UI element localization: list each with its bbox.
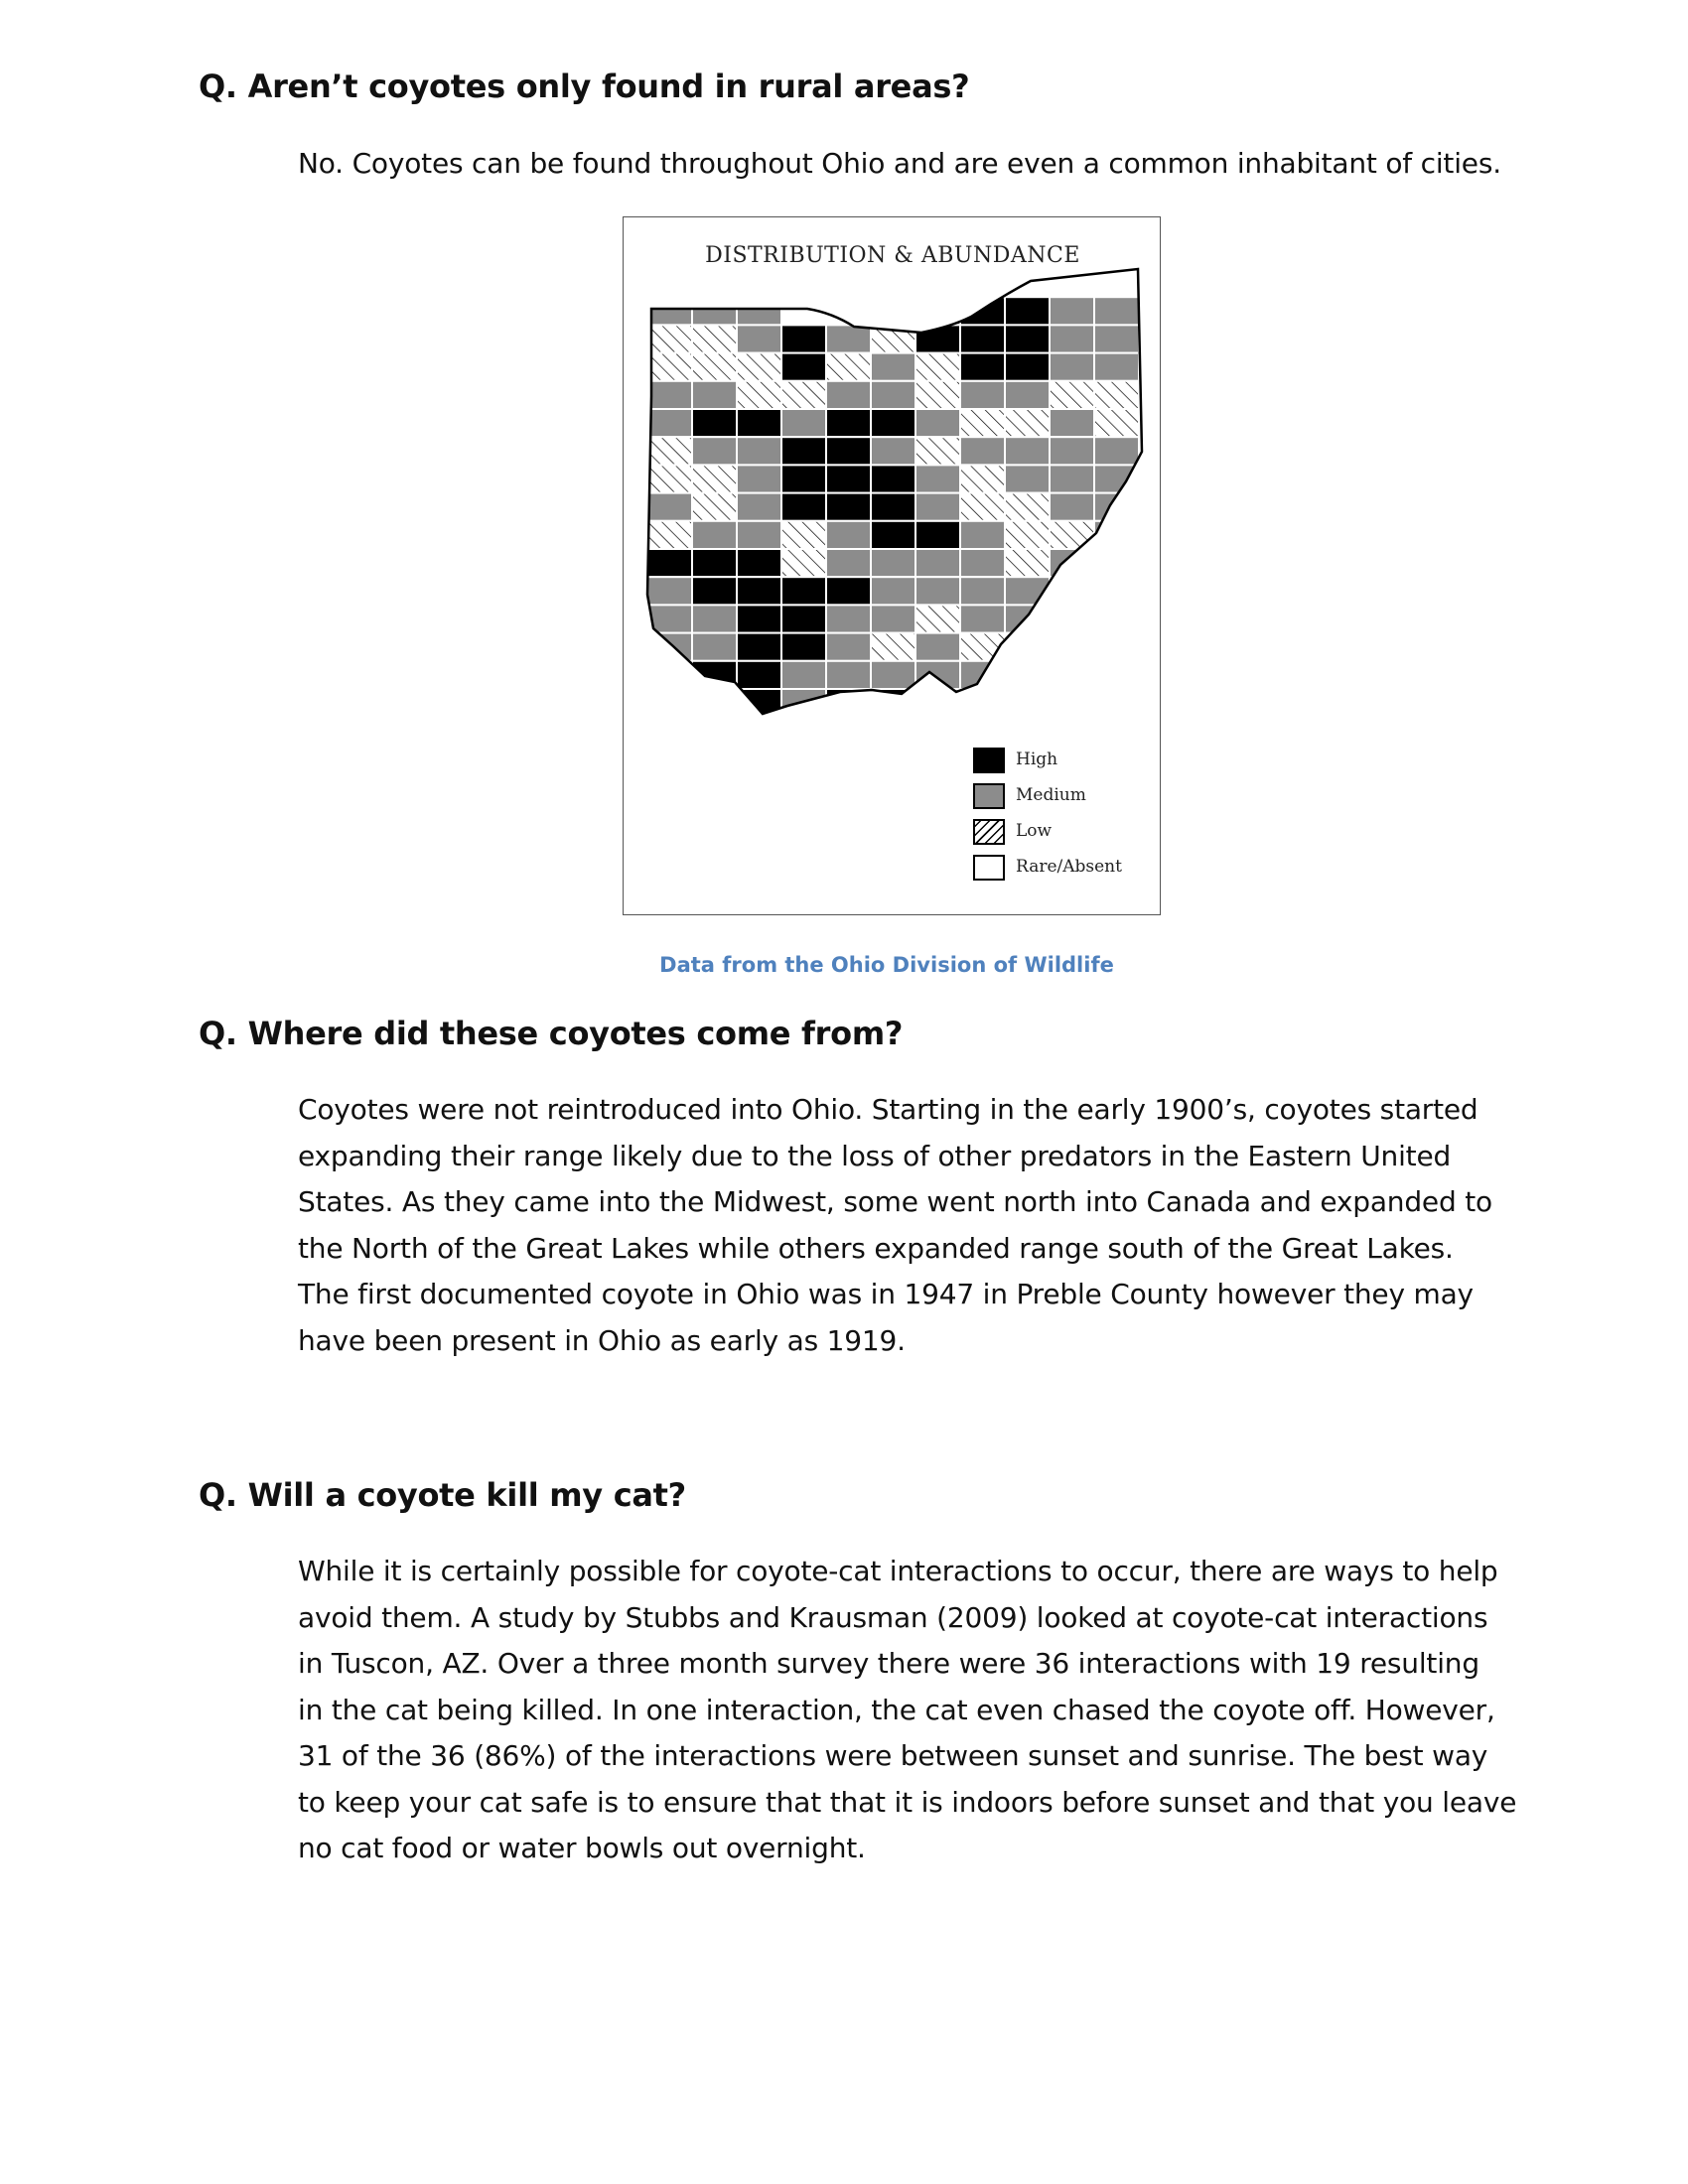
county-high [826,409,871,437]
county-medium [915,633,960,661]
county-high [1005,297,1050,325]
county-medium [826,521,871,549]
county-medium [826,633,871,661]
county-medium [692,633,737,661]
county-high [871,493,915,521]
county-medium [737,437,781,465]
county-medium [960,549,1005,577]
county-low [781,549,826,577]
county-medium [737,325,781,352]
county-high [781,353,826,381]
county-medium [692,605,737,632]
county-medium [1050,353,1094,381]
county-medium [871,549,915,577]
county-high [871,521,915,549]
county-medium [960,521,1005,549]
county-medium [647,409,692,437]
county-medium [871,297,915,325]
county-medium [915,661,960,689]
county-low [781,521,826,549]
answer-line: avoid them. A study by Stubbs and Krausman (2009) looked at coyote-cat interactions [298,1600,1488,1634]
answer-line: Coyotes were not reintroduced into Ohio. Starting in the early 1900’s, coyotes started [298,1093,1478,1126]
county-medium [1050,297,1094,325]
county-low [1050,521,1094,549]
county-medium [1005,605,1050,632]
answer-line: No. Coyotes can be found throughout Ohio and are even a common inhabitant of cities. [298,147,1501,180]
county-medium [871,577,915,605]
county-medium [647,493,692,521]
county-high [781,465,826,492]
county-medium [737,297,781,325]
answer-line: in the cat being killed. In one interaction, the cat even chased the coyote off. However, [298,1693,1495,1726]
county-high [871,409,915,437]
county-low [1005,633,1050,661]
county-medium [692,269,737,297]
county-medium [960,577,1005,605]
county-medium [647,381,692,409]
county-high [1094,549,1139,577]
county-high [781,437,826,465]
answer-line: in Tuscon, AZ. Over a three month survey there were 36 interactions with 19 resulting [298,1647,1479,1680]
legend-swatch-medium [973,783,1005,809]
legend-label: Rare/Absent [1016,857,1122,877]
county-low [781,381,826,409]
county-low [915,605,960,632]
answer-line: expanding their range likely due to the loss of other predators in the Eastern United [298,1139,1452,1172]
county-high [1005,353,1050,381]
county-low [692,353,737,381]
county-low [1050,381,1094,409]
county-medium [826,325,871,352]
answer-line: States. As they came into the Midwest, some went north into Canada and expanded to [298,1185,1492,1218]
county-medium [1094,297,1139,325]
county-medium [826,381,871,409]
county-high [781,633,826,661]
county-low [1005,493,1050,521]
county-high [871,465,915,492]
county-high [692,549,737,577]
county-high [737,409,781,437]
county-medium [871,605,915,632]
county-medium [692,297,737,325]
county-low [915,437,960,465]
county-high [915,521,960,549]
legend-swatch-low [973,819,1005,845]
answer-line: the North of the Great Lakes while others expanded range south of the Great Lakes. [298,1231,1454,1265]
county-high [692,661,737,689]
county-low [826,353,871,381]
county-low [647,521,692,549]
county-medium [915,577,960,605]
county-low [647,437,692,465]
county-medium [781,409,826,437]
county-medium [915,689,960,717]
county-low [647,353,692,381]
county-high [960,353,1005,381]
legend-swatch-rare [973,855,1005,881]
county-low [647,325,692,352]
county-medium [1094,437,1139,465]
county-medium [960,437,1005,465]
county-high [826,493,871,521]
county-medium [1050,409,1094,437]
county-medium [647,269,692,297]
county-high [1005,325,1050,352]
county-medium [1050,493,1094,521]
legend-label: Low [1016,821,1053,841]
answer-paragraph-3 [298,1549,1517,1872]
question-heading-1: Q. Aren’t coyotes only found in rural areas? [199,68,970,105]
county-low [737,381,781,409]
map-title: DISTRIBUTION & ABUNDANCE [705,243,1080,268]
county-low [960,465,1005,492]
legend-label: High [1016,750,1058,769]
county-medium [915,409,960,437]
county-medium [915,549,960,577]
county-high [737,549,781,577]
answer-line: have been present in Ohio as early as 1919. [298,1323,906,1357]
county-low [960,493,1005,521]
county-high [737,577,781,605]
county-high [692,577,737,605]
county-medium [1005,437,1050,465]
county-low [692,325,737,352]
county-high [737,661,781,689]
county-medium [647,577,692,605]
county-medium [1050,325,1094,352]
county-high [826,577,871,605]
distribution-map-figure [623,216,1161,915]
county-medium [1005,381,1050,409]
county-high [781,577,826,605]
county-medium [826,549,871,577]
county-medium [915,465,960,492]
legend-label: Medium [1016,785,1086,805]
county-medium [871,437,915,465]
county-high [692,409,737,437]
answer-line: no cat food or water bowls out overnight. [298,1832,866,1864]
answer-line: While it is certainly possible for coyote-cat interactions to occur, there are ways to help [298,1555,1498,1587]
county-medium [781,661,826,689]
county-low [1094,381,1139,409]
county-low [1005,549,1050,577]
county-medium [737,269,781,297]
county-medium [871,661,915,689]
county-medium [781,689,826,717]
county-medium [826,605,871,632]
county-medium [1050,437,1094,465]
county-low [647,465,692,492]
county-medium [737,465,781,492]
county-low [737,353,781,381]
county-high [737,605,781,632]
figure-caption: Data from the Ohio Division of Wildlife [659,953,1114,977]
county-high [826,465,871,492]
question-heading-3: Q. Will a coyote kill my cat? [199,1476,686,1514]
county-medium [915,297,960,325]
county-low [871,633,915,661]
county-low [1005,521,1050,549]
answer-line: to keep your cat safe is to ensure that that it is indoors before sunset and that you leave [298,1785,1517,1819]
county-low [1005,409,1050,437]
answer-line: The first documented coyote in Ohio was in 1947 in Preble County however they may [298,1278,1474,1310]
county-low [915,381,960,409]
county-medium [871,353,915,381]
county-medium [1094,353,1139,381]
county-high [781,605,826,632]
county-high [781,493,826,521]
county-medium [1050,465,1094,492]
county-high [960,297,1005,325]
answer-paragraph-2 [298,1087,1499,1364]
county-high [826,437,871,465]
county-medium [692,437,737,465]
county-medium [826,661,871,689]
county-medium [647,297,692,325]
county-medium [1050,577,1094,605]
answer-line: 31 of the 36 (86%) of the interactions were between sunset and sunrise. The best way [298,1739,1488,1772]
county-low [915,353,960,381]
county-low [960,409,1005,437]
legend-swatch-high [973,748,1005,773]
county-low [692,465,737,492]
county-medium [1094,325,1139,352]
county-medium [1005,465,1050,492]
county-high [781,325,826,352]
county-medium [960,381,1005,409]
answer-paragraph-1 [298,141,1499,188]
ohio-county-map [624,217,1162,916]
county-low [1094,409,1139,437]
county-high [647,549,692,577]
county-medium [737,521,781,549]
county-low [692,493,737,521]
county-medium [781,269,826,297]
county-medium [692,521,737,549]
county-high [737,633,781,661]
county-high [960,325,1005,352]
county-medium [737,493,781,521]
county-medium [915,493,960,521]
county-medium [692,381,737,409]
question-heading-2: Q. Where did these coyotes come from? [199,1015,904,1052]
county-medium [871,381,915,409]
county-medium [960,605,1005,632]
